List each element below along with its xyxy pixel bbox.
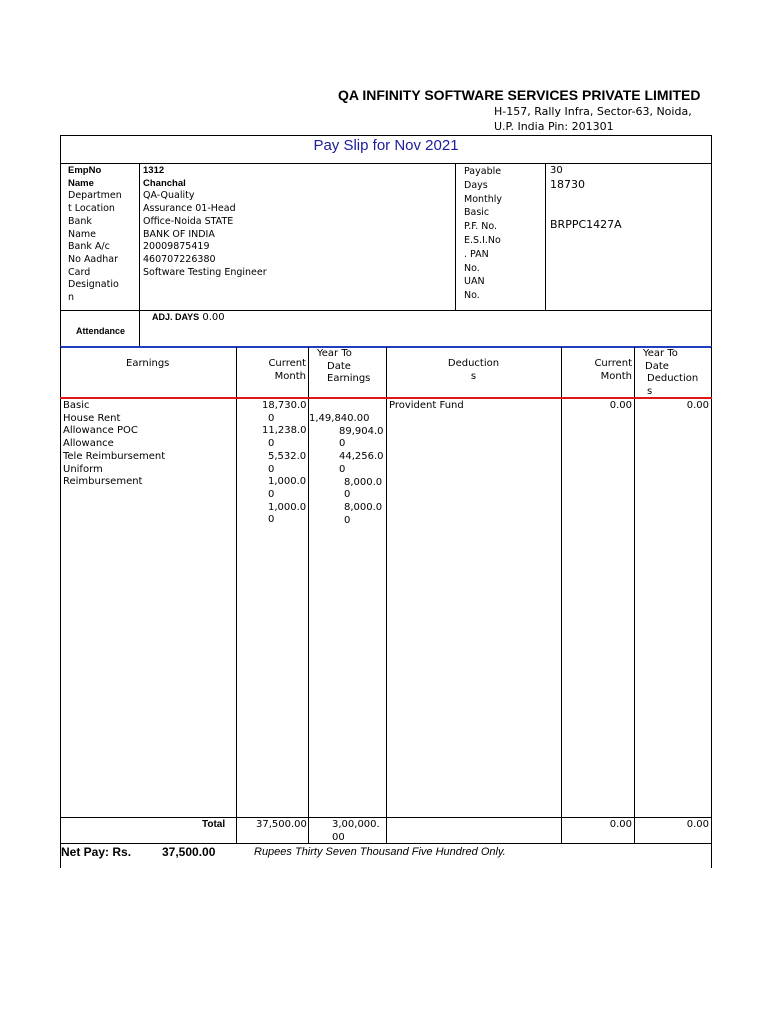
- adj-days-label: ADJ. DAYS: [152, 312, 200, 322]
- value-name: Chanchal: [143, 177, 186, 189]
- frame-top: [60, 135, 712, 136]
- adj-days: [152, 312, 225, 323]
- current-tele: 1,000.0: [268, 476, 307, 488]
- address-line-2: U.P. India Pin: 201301: [494, 120, 614, 133]
- total-deduction-current: 0.00: [609, 819, 632, 830]
- info-divider-2: [455, 163, 456, 310]
- employee-left-labels: [68, 165, 122, 305]
- deduction-ytd-value: 0.00: [686, 400, 709, 411]
- ytd-house-rent-cont: 0: [339, 438, 346, 450]
- earning-basic: Basic: [63, 400, 90, 411]
- ytd-basic: 1,49,840.00: [309, 413, 370, 424]
- earning-reimbursement: Reimbursement: [63, 476, 143, 488]
- frame-left: [60, 135, 61, 347]
- label-card: Card: [68, 266, 91, 278]
- earning-house-rent: House Rent: [63, 412, 121, 424]
- ytd-uniform: 8,000.0: [344, 501, 383, 513]
- header-ytd-deductions: Year To Date Deduction s: [643, 348, 699, 397]
- label-name: Name: [68, 177, 94, 189]
- value-pan: BRPPC1427A: [550, 218, 622, 231]
- label-esi-no: E.S.I.No: [464, 234, 501, 246]
- col-divider-5: [634, 347, 635, 843]
- current-allowance-poc-cont: 0: [268, 463, 275, 475]
- total-deduction-ytd: 0.00: [686, 819, 709, 830]
- value-aadhar: 460707226380: [143, 253, 216, 265]
- current-basic-cont: 0: [268, 412, 275, 424]
- label-days: Days: [464, 179, 488, 191]
- ytd-house-rent: 89,904.0: [339, 425, 384, 437]
- header-deduction-current-month: Current Month: [594, 358, 632, 382]
- label-aadhar: No Aadhar: [68, 253, 119, 265]
- deduction-provident-fund: Provident Fund: [389, 400, 464, 411]
- header-deductions: Deduction s: [447, 358, 500, 382]
- info-divider-3: [545, 163, 546, 310]
- col-divider-4: [561, 347, 562, 843]
- frame-right: [711, 135, 712, 347]
- label-department: Departmen: [68, 190, 122, 202]
- table-left-border: [60, 347, 61, 843]
- attendance-label: Attendance: [76, 326, 126, 336]
- total-bottom-rule: [60, 843, 712, 844]
- ytd-allowance-poc: 44,256.0: [339, 451, 384, 463]
- value-location-1: Assurance 01-Head: [143, 203, 236, 215]
- earnings-current-values: [262, 400, 307, 527]
- employee-right-labels: [464, 165, 502, 303]
- label-uan: UAN: [464, 276, 485, 288]
- ytd-tele-cont: 0: [344, 489, 351, 501]
- total-label: Total: [202, 819, 226, 830]
- label-designation-cont: n: [68, 292, 75, 304]
- label-pan: . PAN: [464, 248, 489, 260]
- value-bank-name: BANK OF INDIA: [143, 228, 215, 240]
- label-payable: Payable: [464, 166, 502, 177]
- label-bank: Bank: [68, 215, 92, 227]
- info-bottom-rule: [60, 310, 712, 311]
- address-line-1: H-157, Rally Infra, Sector-63, Noida,: [494, 105, 692, 118]
- label-location: t Location: [68, 203, 115, 215]
- net-pay-left-border: [60, 843, 61, 868]
- net-pay-words: Rupees Thirty Seven Thousand Five Hundred Only.: [254, 846, 506, 858]
- info-divider-1: [139, 163, 140, 310]
- value-bank-ac: 20009875419: [143, 241, 210, 253]
- label-empno: EmpNo: [68, 165, 102, 176]
- label-pan-no: No.: [464, 262, 480, 274]
- adj-days-value: 0.00: [202, 312, 225, 323]
- value-empno: 1312: [143, 165, 165, 176]
- earning-uniform: Uniform: [63, 463, 103, 475]
- header-current-month: Current Month: [268, 358, 306, 382]
- header-earnings: Earnings: [126, 358, 170, 369]
- header-red-rule: [60, 397, 712, 399]
- label-designation: Designatio: [68, 279, 119, 291]
- earning-allowance-poc: Allowance POC: [63, 425, 138, 437]
- current-uniform: 1,000.0: [268, 501, 307, 513]
- company-name: QA INFINITY SOFTWARE SERVICES PRIVATE LIMITED: [338, 87, 701, 103]
- payslip-title: Pay Slip for Nov 2021: [313, 137, 459, 154]
- company-address: [494, 104, 692, 134]
- label-bank-name: Name: [68, 228, 97, 240]
- current-tele-cont: 0: [268, 488, 275, 500]
- value-payable-days: 30: [550, 165, 563, 176]
- table-right-border: [711, 347, 712, 843]
- value-location-2: Office-Noida STATE: [143, 215, 234, 227]
- ytd-uniform-cont: 0: [344, 514, 351, 526]
- value-designation: Software Testing Engineer: [143, 266, 267, 278]
- value-monthly-basic: 18730: [550, 178, 585, 191]
- current-house-rent: 11,238.0: [262, 425, 307, 437]
- label-basic: Basic: [464, 207, 490, 219]
- col-divider-1: [236, 347, 237, 843]
- net-pay-right-border: [711, 843, 712, 868]
- deduction-current-value: 0.00: [609, 400, 632, 411]
- earnings-ytd-values: [309, 413, 384, 527]
- label-uan-no: No.: [464, 290, 480, 302]
- label-pf-no: P.F. No.: [464, 221, 498, 233]
- ytd-allowance-poc-cont: 0: [339, 463, 346, 475]
- earning-allowance: Allowance: [63, 438, 114, 450]
- header-ytd-earnings: Year To Date Earnings: [317, 348, 371, 384]
- col-divider-3: [386, 347, 387, 843]
- earning-tele-reimbursement: Tele Reimbursement: [63, 450, 166, 462]
- label-monthly: Monthly: [464, 193, 503, 205]
- current-allowance-poc: 5,532.0: [268, 450, 307, 462]
- value-department: QA-Quality: [143, 190, 195, 202]
- total-top-rule: [60, 817, 712, 818]
- net-pay-label: Net Pay: Rs.: [61, 845, 132, 859]
- current-uniform-cont: 0: [268, 514, 275, 526]
- total-earnings-current: 37,500.00: [256, 819, 307, 830]
- label-bank-ac: Bank A/c: [68, 241, 110, 253]
- current-basic: 18,730.0: [262, 400, 307, 411]
- current-house-rent-cont: 0: [268, 438, 275, 450]
- total-earnings-ytd: 3,00,000. 00: [332, 819, 380, 843]
- net-pay-amount: 37,500.00: [162, 845, 216, 859]
- title-bottom-rule: [60, 163, 712, 164]
- ytd-tele: 8,000.0: [344, 476, 383, 488]
- employee-left-values: [143, 165, 267, 279]
- earnings-labels: [63, 400, 165, 489]
- attendance-divider: [139, 310, 140, 347]
